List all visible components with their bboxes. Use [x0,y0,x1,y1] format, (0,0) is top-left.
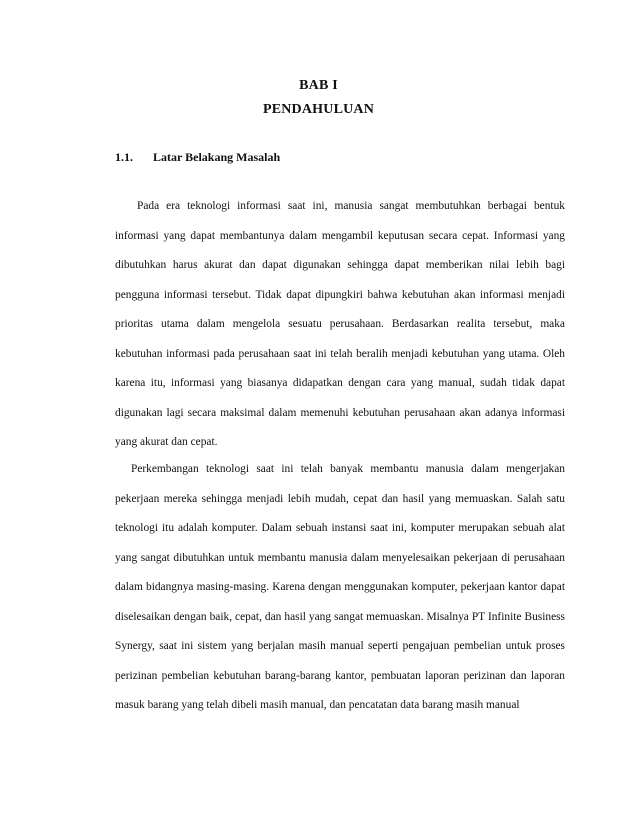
chapter-subtitle: PENDAHULUAN [262,102,375,117]
body-paragraph: Pada era teknologi informasi saat ini, manusia sangat membutuhkan berbagai bentuk informasi yang dapat membantunya dalam mengambil keputusan secara cepat. Informasi yang dibutuhkan harus akurat dan dapat digunakan sehingga dapat memberikan nilai lebih bagi pengguna informasi tersebut. Tidak dapat dipungkiri bahwa kebutuhan akan informasi menjadi prioritas utama dalam mengelola sesuatu perusahaan. Berdasarkan realita tersebut, maka kebutuhan informasi pada perusahaan saat ini telah beralih menjadi kebutuhan yang utama. Oleh karena itu, informasi yang biasanya didapatkan dengan cara yang manual, sudah tidak dapat digunakan lagi secara maksimal dalam memenuhi kebutuhan perusahaan akan adanya informasi yang akurat dan cepat. [115,200,565,448]
section-title: Latar Belakang Masalah [153,150,281,164]
body-paragraph: Perkembangan teknologi saat ini telah banyak membantu manusia dalam mengerjakan pekerjaan mereka sehingga menjadi lebih mudah, cepat dan hasil yang memuaskan. Salah satu teknologi itu adalah komputer. Dalam sebuah instansi saat ini, komputer merupakan sebuah alat yang sangat dibutuhkan untuk membantu manusia dalam menyelesaikan pekerjaan di perusahaan dalam bidangnya masing-masing. Karena dengan menggunakan komputer, pekerjaan kantor dapat diselesaikan dengan baik, cepat, dan hasil yang sangat memuaskan. Misalnya PT Infinite Business Synergy, saat ini sistem yang berjalan masih manual seperti pengajuan pembelian untuk proses perizinan pembelian kebutuhan barang-barang kantor, pembuatan laporan perizinan dan laporan masuk barang yang telah dibeli masih manual, dan pencatatan data barang masih manual [115,463,565,711]
section-heading [115,150,280,165]
chapter-title: BAB I [299,78,338,93]
section-number: 1.1. [115,150,133,164]
